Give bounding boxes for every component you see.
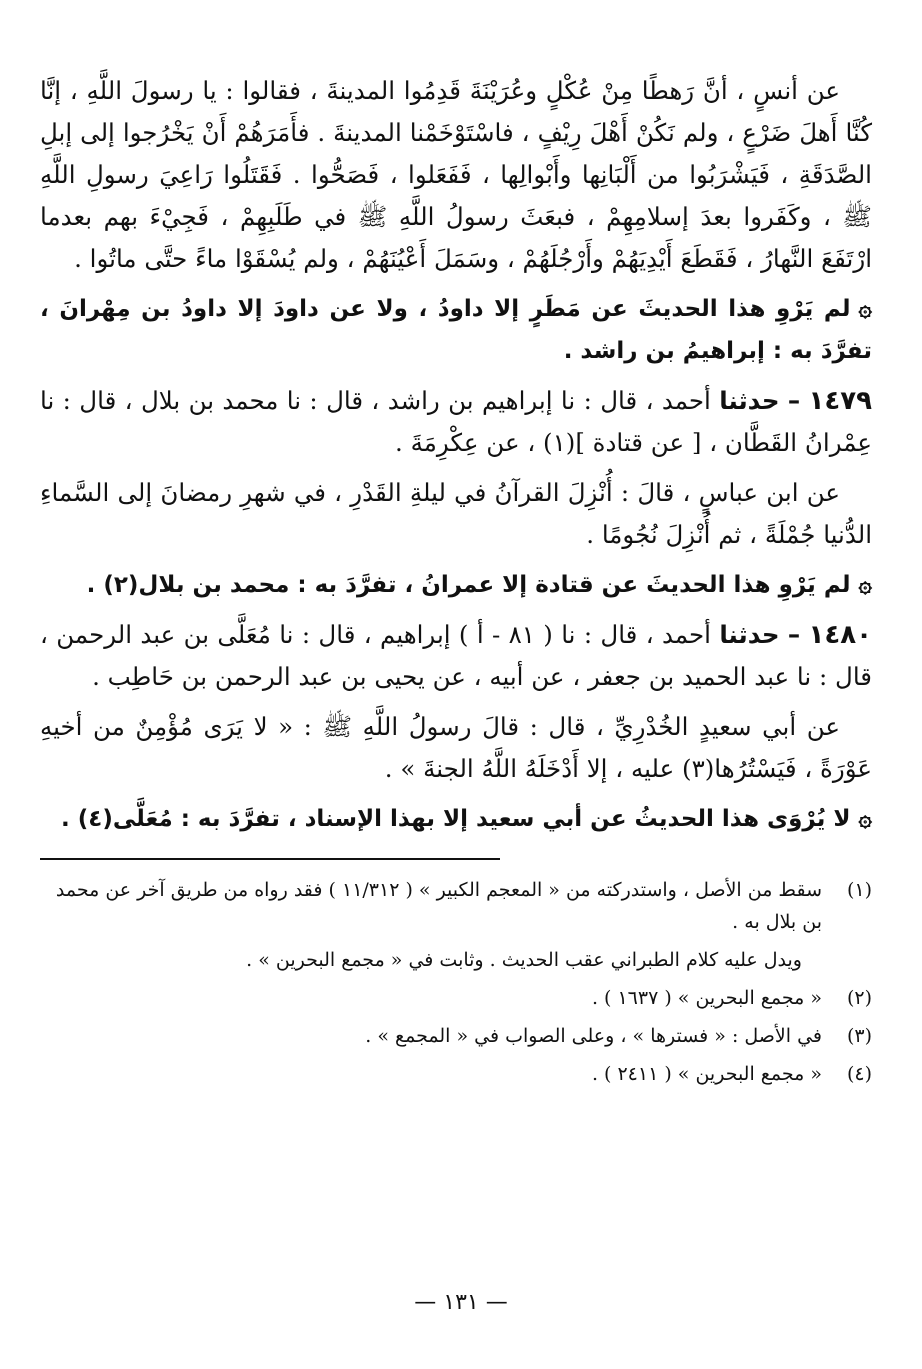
hadith-1480-chain [40, 614, 872, 698]
footnote-2 [40, 982, 872, 1014]
hadith-1479-chain-text: أحمد ، قال : نا إبراهيم بن راشد ، قال : نا محمد بن بلال ، قال : نا عِمْرانُ القَطَّان ، [ عن قتادة ](١) ، عن عِكْرِمَةَ . [40, 386, 872, 457]
footnote-number: (١) [846, 879, 872, 901]
commentary-note-1-text: لم يَرْوِ هذا الحديثَ عن مَطَرٍ إلا داودُ ، ولا عن داودَ إلا داودُ بن مِهْرانَ ، تفرَّدَ به : إبراهيمُ بن راشد . [40, 296, 872, 364]
footnote-text: في الأصل : « فسترها » ، وعلى الصواب في « المجمع » . [365, 1025, 822, 1047]
footnote-4 [40, 1058, 872, 1090]
hadith-dash-1479: – [787, 386, 801, 415]
commentary-note-2 [40, 564, 872, 606]
footnote-1 [40, 874, 872, 938]
commentary-note-3-text: لا يُرْوَى هذا الحديثُ عن أبي سعيد إلا بهذا الإسناد ، تفرَّدَ به : مُعَلَّى(٤) . [61, 806, 851, 832]
haddathana-label-1479: حدثنا [719, 386, 780, 415]
footnote-number: (٢) [846, 987, 872, 1009]
footnote-number: (٤) [846, 1063, 872, 1085]
hadith-text-ibn-abbas: عن ابن عباسٍ ، قالَ : أُنْزِلَ القرآنُ في ليلةِ القَدْرِ ، في شهرِ رمضانَ إلى السَّماءِ الدُّنيا جُمْلَةً ، ثم أُنْزِلَ نُجُومًا . [40, 478, 872, 549]
footnote-text: سقط من الأصل ، واستدركته من « المعجم الكبير » ( ١١/٣١٢ ) فقد رواه من طريق آخر عن محمد بن بلال به . [55, 879, 822, 933]
commentary-note-1 [40, 288, 872, 372]
hadith-text-anas: عن أنسٍ ، أنَّ رَهطًا مِنْ عُكْلٍ وعُرَيْنَةَ قَدِمُوا المدينةَ ، فقالوا : يا رسولَ اللَّهِ ، إنَّا كُنَّا أَهلَ ضَرْعٍ ، ولم نَكُنْ أَهْلَ رِيْفٍ ، فاسْتَوْخَمْنا المدينةَ . فأَمَرَهُمْ أَنْ يَخْرُجوا إلى إبلِ الصَّدَقَةِ ، فَيَشْرَبُوا من أَلْبَانِها وأَبْوالِها ، فَفَعَلوا ، فَصَحُّوا . فَقَتَلُوا رَاعِيَ رسولِ اللَّهِ ﷺ ، وكَفَروا بعدَ إسلامِهِمْ ، فبعَثَ رسولُ اللَّهِ ﷺ في طَلَبِهِمْ ، فَجِيْءَ بهم بعدما ارْتَفَعَ النَّهارُ ، فَقَطَعَ أَيْدِيَهُمْ وأَرْجُلَهُمْ ، وسَمَلَ أَعْيُنَهُمْ ، ولم يُسْقَوْا ماءً حتَّى ماتُوا . [40, 76, 872, 273]
star-icon: ۞ [858, 572, 872, 598]
hadith-1480-chain-text: أحمد ، قال : نا ( ٨١ - أ ) إبراهيم ، قال : نا مُعَلَّى بن عبد الرحمن ، قال : نا عبد الحميد بن جعفر ، عن أبيه ، عن يحيى بن عبد الرحمن بن حَاطِب . [40, 620, 872, 691]
commentary-note-2-text: لم يَرْوِ هذا الحديثَ عن قتادة إلا عمرانُ ، تفرَّدَ به : محمد بن بلال(٢) . [86, 572, 851, 598]
hadith-dash-1480: – [787, 620, 801, 649]
footnote-number: (٣) [846, 1025, 872, 1047]
footnote-3 [40, 1020, 872, 1052]
footnote-1-continuation: ويدل عليه كلام الطبراني عقب الحديث . وثابت في « مجمع البحرين » . [246, 949, 802, 971]
page-number: — ١٣١ — [414, 1290, 508, 1315]
footnote-text: « مجمع البحرين » ( ٢٤١١ ) . [591, 1063, 822, 1085]
footnote-divider [40, 858, 500, 860]
star-icon: ۞ [858, 806, 872, 832]
hadith-text-abu-said: عن أبي سعيدٍ الخُدْرِيِّ ، قال : قالَ رسولُ اللَّهِ ﷺ : « لا يَرَى مُؤْمِنٌ من أخيهِ عَوْرَةً ، فَيَسْتُرُها(٣) عليه ، إلا أَدْخَلَهُ اللَّهُ الجنةَ » . [40, 712, 872, 783]
hadith-1479-chain [40, 380, 872, 464]
hadith-number-1479: ١٤٧٩ [808, 386, 872, 416]
commentary-note-3 [40, 798, 872, 840]
star-icon: ۞ [858, 296, 872, 322]
footnote-text: « مجمع البحرين » ( ١٦٣٧ ) . [591, 987, 822, 1009]
haddathana-label-1480: حدثنا [719, 620, 780, 649]
hadith-number-1480: ١٤٨٠ [808, 620, 873, 650]
